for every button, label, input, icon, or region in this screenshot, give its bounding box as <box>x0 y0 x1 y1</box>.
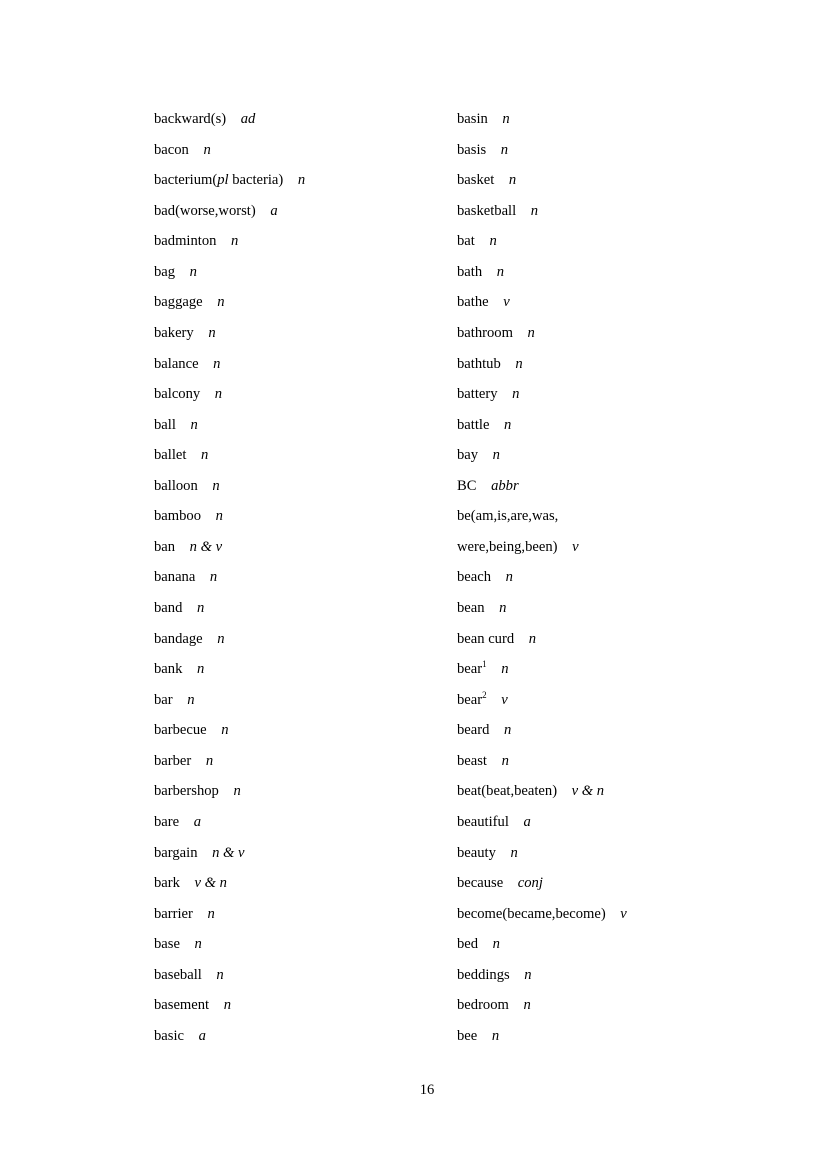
entry-word: bean <box>457 600 485 616</box>
word-entry <box>457 532 627 563</box>
entry-word: become(became,become) <box>457 905 606 922</box>
word-entry <box>457 715 627 746</box>
word-entry <box>154 593 305 624</box>
entry-pos: v & n <box>571 783 605 800</box>
entry-pos: n <box>207 905 215 922</box>
entry-word: beddings <box>457 966 510 983</box>
word-entry <box>154 226 305 257</box>
entry-word: bathe <box>457 294 489 311</box>
entry-word: bacon <box>154 141 189 158</box>
entry-pos: n <box>501 752 509 769</box>
entry-word: bay <box>457 447 479 464</box>
word-entry <box>154 196 305 227</box>
entry-pos: n <box>215 508 223 525</box>
entry-pos: n <box>504 416 512 433</box>
entry-word: bat <box>457 233 475 250</box>
entry-pos: n & v <box>212 844 245 861</box>
entry-pos: n <box>216 966 224 983</box>
entry-pos: n <box>208 324 216 341</box>
entry-word: ball <box>154 416 176 433</box>
word-entry <box>457 960 627 991</box>
entry-word: bear$^1$ <box>457 659 487 678</box>
entry-pos: n <box>217 630 225 647</box>
entry-word: bee <box>457 1027 478 1044</box>
word-entry <box>154 746 305 777</box>
word-entry <box>154 410 305 441</box>
entry-pos: n <box>214 386 223 403</box>
entry-pos: n <box>508 172 517 189</box>
entry-pos: n <box>505 569 513 586</box>
entry-word: beat(beat,beaten) <box>457 783 558 800</box>
entry-word: bakery <box>154 324 194 341</box>
entry-word: bathtub <box>457 355 501 372</box>
word-entry <box>457 685 627 716</box>
word-entry <box>154 471 305 502</box>
word-entry <box>457 562 627 593</box>
word-entry <box>457 501 627 532</box>
word-entry <box>154 899 305 930</box>
entry-word: because <box>457 875 504 892</box>
word-list-column-left <box>154 104 305 1051</box>
entry-pos: n <box>190 416 198 433</box>
word-entry <box>457 471 627 502</box>
entry-word: bacterium(pl bacteria) <box>154 172 284 189</box>
word-entry <box>457 440 627 471</box>
entry-pos: n <box>501 661 509 678</box>
entry-pos: n <box>524 966 532 983</box>
entry-pos: n <box>491 1027 500 1044</box>
entry-word: basis <box>457 141 487 158</box>
entry-word: beautiful <box>457 813 509 830</box>
entry-pos: n <box>510 844 518 861</box>
word-entry <box>457 379 627 410</box>
entry-word: bandage <box>154 630 203 647</box>
entry-word: bark <box>154 875 180 892</box>
entry-word: be(am,is,are,was, <box>457 508 559 525</box>
word-entry <box>154 807 305 838</box>
entry-pos: v <box>620 905 627 922</box>
word-entry <box>457 1021 627 1052</box>
entry-pos: n <box>515 355 523 372</box>
entry-word: beard <box>457 722 490 739</box>
entry-pos: ad <box>240 111 256 127</box>
entry-word: bathroom <box>457 324 513 341</box>
entry-word: ban <box>154 538 176 555</box>
word-list-column-right <box>457 104 627 1051</box>
word-entry <box>154 990 305 1021</box>
entry-pos: v <box>572 538 579 555</box>
word-entry <box>457 899 627 930</box>
word-entry <box>457 746 627 777</box>
entry-pos: n <box>221 722 229 739</box>
entry-pos: n <box>201 447 209 464</box>
word-entry <box>457 318 627 349</box>
entry-pos: n <box>205 752 214 769</box>
entry-word: barbecue <box>154 722 207 739</box>
word-entry <box>154 562 305 593</box>
entry-word: basketball <box>457 202 517 219</box>
word-entry <box>154 257 305 288</box>
word-entry <box>457 165 627 196</box>
word-entry <box>457 196 627 227</box>
entry-pos: n <box>189 263 197 280</box>
word-entry <box>154 318 305 349</box>
word-entry <box>457 287 627 318</box>
entry-word: band <box>154 600 183 616</box>
entry-word: beach <box>457 569 492 586</box>
word-entry <box>154 165 305 196</box>
entry-pos: n <box>530 202 539 219</box>
word-entry <box>457 807 627 838</box>
entry-word: barber <box>154 752 192 769</box>
entry-pos: abbr <box>491 477 519 494</box>
word-entry <box>154 624 305 655</box>
entry-pos: n <box>203 141 211 158</box>
word-entry <box>154 838 305 869</box>
entry-word: battery <box>457 386 498 403</box>
word-entry <box>457 838 627 869</box>
entry-pos: conj <box>517 875 543 892</box>
entry-word: basket <box>457 172 495 189</box>
word-entry <box>457 990 627 1021</box>
entry-word: bear$^2$ <box>457 689 487 708</box>
entry-word: balcony <box>154 386 201 403</box>
entry-pos: v <box>501 691 508 708</box>
entry-word: bag <box>154 263 176 280</box>
entry-word: bed <box>457 936 479 953</box>
entry-word: beauty <box>457 844 496 861</box>
entry-word: bargain <box>154 844 198 861</box>
entry-word: were,being,been) <box>457 538 558 555</box>
word-entry <box>154 379 305 410</box>
entry-word: basin <box>457 111 488 127</box>
entry-pos: n <box>512 386 520 403</box>
entry-word: basic <box>154 1027 184 1044</box>
page-number: 16 <box>419 1082 435 1098</box>
entry-pos: n <box>196 600 205 616</box>
entry-pos: n <box>500 141 509 158</box>
entry-pos: v <box>503 294 510 311</box>
entry-pos: n <box>213 355 221 372</box>
entry-word: balloon <box>154 477 198 494</box>
entry-pos: n <box>528 630 537 647</box>
entry-word: badminton <box>154 233 217 250</box>
entry-pos: n <box>489 233 497 250</box>
entry-word: bank <box>154 661 183 678</box>
entry-word: banana <box>154 569 196 586</box>
word-entry <box>457 593 627 624</box>
entry-word: beast <box>457 752 487 769</box>
entry-word: barbershop <box>154 783 219 800</box>
entry-pos: n <box>523 997 531 1014</box>
entry-word: bedroom <box>457 997 509 1014</box>
entry-word: bar <box>154 691 173 708</box>
entry-pos: n <box>194 936 202 953</box>
word-entry <box>457 104 627 135</box>
entry-pos: n <box>217 294 225 311</box>
entry-pos: n <box>233 783 241 800</box>
entry-word: barrier <box>154 905 193 922</box>
entry-pos: a <box>198 1027 206 1044</box>
word-entry <box>457 410 627 441</box>
word-entry <box>154 715 305 746</box>
word-entry <box>154 532 305 563</box>
word-entry <box>457 349 627 380</box>
entry-pos: n <box>492 447 500 464</box>
entry-pos: n <box>496 263 505 280</box>
entry-pos: v & n <box>194 875 227 892</box>
word-entry <box>154 654 305 685</box>
entry-word: bamboo <box>154 508 202 525</box>
entry-pos: n <box>187 691 195 708</box>
entry-pos: a <box>523 813 531 830</box>
entry-pos: a <box>193 813 202 830</box>
entry-pos: n <box>212 477 220 494</box>
word-entry <box>154 685 305 716</box>
word-entry <box>154 929 305 960</box>
word-entry <box>457 776 627 807</box>
word-entry <box>154 104 305 135</box>
entry-word: baggage <box>154 294 203 311</box>
entry-pos: n <box>297 172 306 189</box>
word-entry <box>154 776 305 807</box>
word-entry <box>457 135 627 166</box>
word-entry <box>457 868 627 899</box>
entry-pos: n & v <box>189 538 223 555</box>
entry-word: bath <box>457 263 483 280</box>
entry-pos: n <box>527 324 535 341</box>
word-entry <box>154 1021 305 1052</box>
entry-pos: n <box>499 600 507 616</box>
entry-word: BC <box>457 477 477 494</box>
entry-pos: n <box>231 233 239 250</box>
entry-pos: n <box>209 569 218 586</box>
word-entry <box>457 654 627 685</box>
word-entry <box>457 624 627 655</box>
word-entry <box>154 960 305 991</box>
entry-word: balance <box>154 355 199 372</box>
word-entry <box>154 349 305 380</box>
entry-word: basement <box>154 997 210 1014</box>
entry-word: bad(worse,worst) <box>154 202 256 219</box>
entry-pos: n <box>502 111 510 127</box>
word-entry <box>457 929 627 960</box>
word-entry <box>154 135 305 166</box>
entry-pos: n <box>223 997 232 1014</box>
word-entry <box>457 226 627 257</box>
entry-word: backward(s) <box>154 111 227 127</box>
word-entry <box>154 440 305 471</box>
entry-pos: n <box>196 661 205 678</box>
entry-word: ballet <box>154 447 187 464</box>
entry-pos: n <box>504 722 512 739</box>
entry-word: battle <box>457 416 490 433</box>
entry-word: bare <box>154 813 180 830</box>
word-entry <box>154 868 305 899</box>
entry-pos: n <box>492 936 500 953</box>
word-entry <box>154 287 305 318</box>
entry-word: bean curd <box>457 630 515 647</box>
entry-word: base <box>154 936 180 953</box>
word-entry <box>154 501 305 532</box>
entry-word: baseball <box>154 966 202 983</box>
entry-pos: a <box>270 202 278 219</box>
word-entry <box>457 257 627 288</box>
